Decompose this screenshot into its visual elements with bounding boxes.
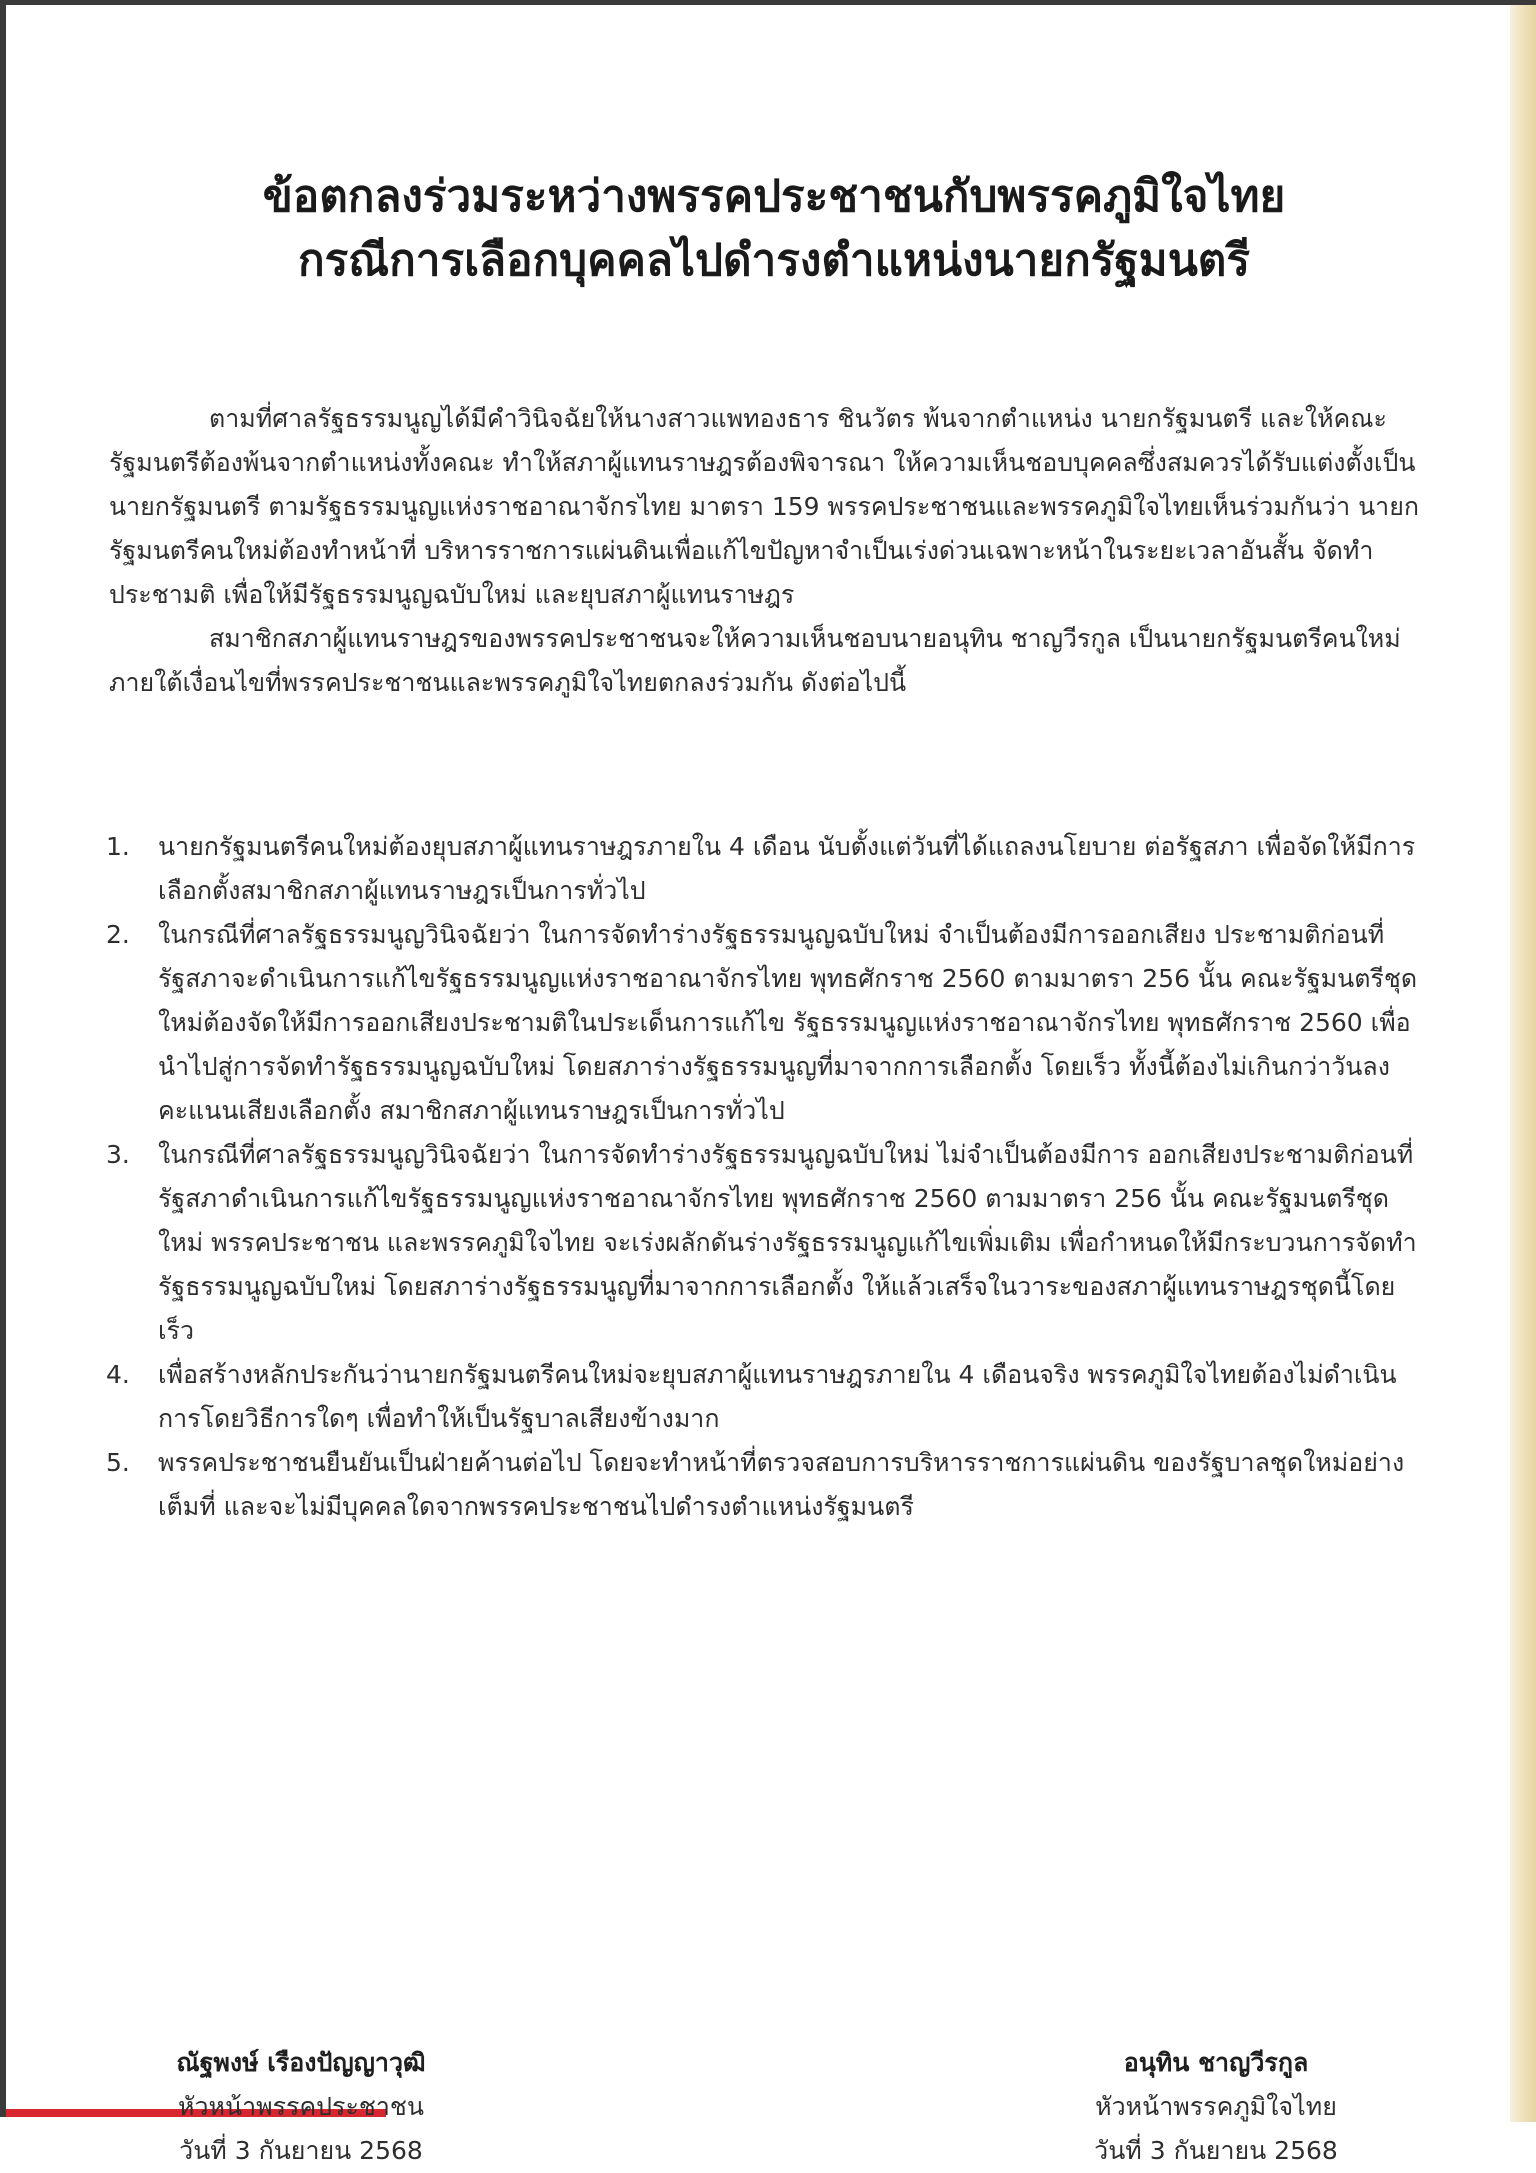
item-number: 2. [106, 920, 130, 949]
signatory-name: อนุทิน ชาญวีรกูล [1123, 2048, 1309, 2077]
gold-edge-decoration [1510, 5, 1536, 2122]
preamble [109, 397, 1419, 705]
signatory-position: หัวหน้าพรรคประชาชน [178, 2092, 424, 2121]
item-number: 3. [106, 1140, 130, 1169]
paragraph-2: สมาชิกสภาผู้แทนราษฎรของพรรคประชาชนจะให้ความเห็นชอบนายอนุทิน ชาญวีรกูล เป็นนายกรัฐมนตรีคนใหม่ ภายใต้เงื่อนไขที่พรรคประชาชนและพรรคภูมิใจไทยตกลงร่วมกัน ดังต่อไปนี้ [109, 624, 1401, 697]
list-item [106, 913, 1426, 1133]
conditions-list [106, 825, 1426, 1529]
item-number: 1. [106, 832, 130, 861]
item-text: ในกรณีที่ศาลรัฐธรรมนูญวินิจฉัยว่า ในการจัดทำร่างรัฐธรรมนูญฉบับใหม่ ไม่จำเป็นต้องมีการ ออกเสียงประชามติก่อนที่รัฐสภาดำเนินการแก้ไขรัฐธรรมนูญแห่งราชอาณาจักรไทย พุทธศักราช 2560 ตามมาตรา 256 นั้น คณะรัฐมนตรีชุดใหม่ พรรคประชาชน และพรรคภูมิใจไทย จะเร่งผลักดันร่างรัฐธรรมนูญแก้ไขเพิ่มเติม เพื่อกำหนดให้มีกระบวนการจัดทำรัฐธรรมนูญฉบับใหม่ โดยสภาร่างรัฐธรรมนูญที่มาจากการเลือกตั้ง ให้แล้วเสร็จในวาระของสภาผู้แทนราษฎรชุดนี้โดยเร็ว [158, 1140, 1417, 1345]
list-item [106, 1133, 1426, 1353]
signatory-position: หัวหน้าพรรคภูมิใจไทย [1095, 2092, 1337, 2121]
signature-block-right [1036, 2041, 1396, 2173]
item-text: นายกรัฐมนตรีคนใหม่ต้องยุบสภาผู้แทนราษฎรภายใน 4 เดือน นับตั้งแต่วันที่ได้แถลงนโยบาย ต่อรัฐสภา เพื่อจัดให้มีการเลือกตั้งสมาชิกสภาผู้แทนราษฎรเป็นการทั่วไป [158, 832, 1416, 905]
signatory-name: ณัฐพงษ์ เรืองปัญญาวุฒิ [176, 2048, 426, 2077]
signature-block-left [121, 2041, 481, 2173]
item-number: 4. [106, 1360, 130, 1389]
list-item [106, 1441, 1426, 1529]
paragraph-1: ตามที่ศาลรัฐธรรมนูญได้มีคำวินิจฉัยให้นางสาวแพทองธาร ชินวัตร พ้นจากตำแหน่ง นายกรัฐมนตรี และให้คณะรัฐมนตรีต้องพ้นจากตำแหน่งทั้งคณะ ทำให้สภาผู้แทนราษฎรต้องพิจารณา ให้ความเห็นชอบบุคคลซึ่งสมควรได้รับแต่งตั้งเป็นนายกรัฐมนตรี ตามรัฐธรรมนูญแห่งราชอาณาจักรไทย มาตรา 159 พรรคประชาชนและพรรคภูมิใจไทยเห็นร่วมกันว่า นายกรัฐมนตรีคนใหม่ต้องทำหน้าที่ บริหารราชการแผ่นดินเพื่อแก้ไขปัญหาจำเป็นเร่งด่วนเฉพาะหน้าในระยะเวลาอันสั้น จัดทำประชามติ เพื่อให้มีรัฐธรรมนูญฉบับใหม่ และยุบสภาผู้แทนราษฎร [109, 404, 1419, 609]
signatory-date: วันที่ 3 กันยายน 2568 [1094, 2136, 1338, 2165]
list-item [106, 825, 1426, 913]
list-item [106, 1353, 1426, 1441]
item-text: ในกรณีที่ศาลรัฐธรรมนูญวินิจฉัยว่า ในการจัดทำร่างรัฐธรรมนูญฉบับใหม่ จำเป็นต้องมีการออกเสียง ประชามติก่อนที่รัฐสภาจะดำเนินการแก้ไขรัฐธรรมนูญแห่งราชอาณาจักรไทย พุทธศักราช 2560 ตามมาตรา 256 นั้น คณะรัฐมนตรีชุดใหม่ต้องจัดให้มีการออกเสียงประชามติในประเด็นการแก้ไข รัฐธรรมนูญแห่งราชอาณาจักรไทย พุทธศักราช 2560 เพื่อนำไปสู่การจัดทำรัฐธรรมนูญฉบับใหม่ โดยสภาร่างรัฐธรรมนูญที่มาจากการเลือกตั้ง โดยเร็ว ทั้งนี้ต้องไม่เกินกว่าวันลงคะแนนเสียงเลือกตั้ง สมาชิกสภาผู้แทนราษฎรเป็นการทั่วไป [158, 920, 1418, 1125]
signatory-date: วันที่ 3 กันยายน 2568 [179, 2136, 423, 2165]
title-line-2: กรณีการเลือกบุคคลไปดำรงตำแหน่งนายกรัฐมนตรี [298, 235, 1250, 286]
document-title [6, 165, 1536, 293]
item-text: เพื่อสร้างหลักประกันว่านายกรัฐมนตรีคนใหม่จะยุบสภาผู้แทนราษฎรภายใน 4 เดือนจริง พรรคภูมิใจไทยต้องไม่ดำเนินการโดยวิธีการใดๆ เพื่อทำให้เป็นรัฐบาลเสียงข้างมาก [158, 1360, 1397, 1433]
title-line-1: ข้อตกลงร่วมระหว่างพรรคประชาชนกับพรรคภูมิใจไทย [262, 171, 1286, 222]
item-number: 5. [106, 1448, 130, 1477]
item-text: พรรคประชาชนยืนยันเป็นฝ่ายค้านต่อไป โดยจะทำหน้าที่ตรวจสอบการบริหารราชการแผ่นดิน ของรัฐบาลชุดใหม่อย่างเต็มที่ และจะไม่มีบุคคลใดจากพรรคประชาชนไปดำรงตำแหน่งรัฐมนตรี [158, 1448, 1405, 1521]
